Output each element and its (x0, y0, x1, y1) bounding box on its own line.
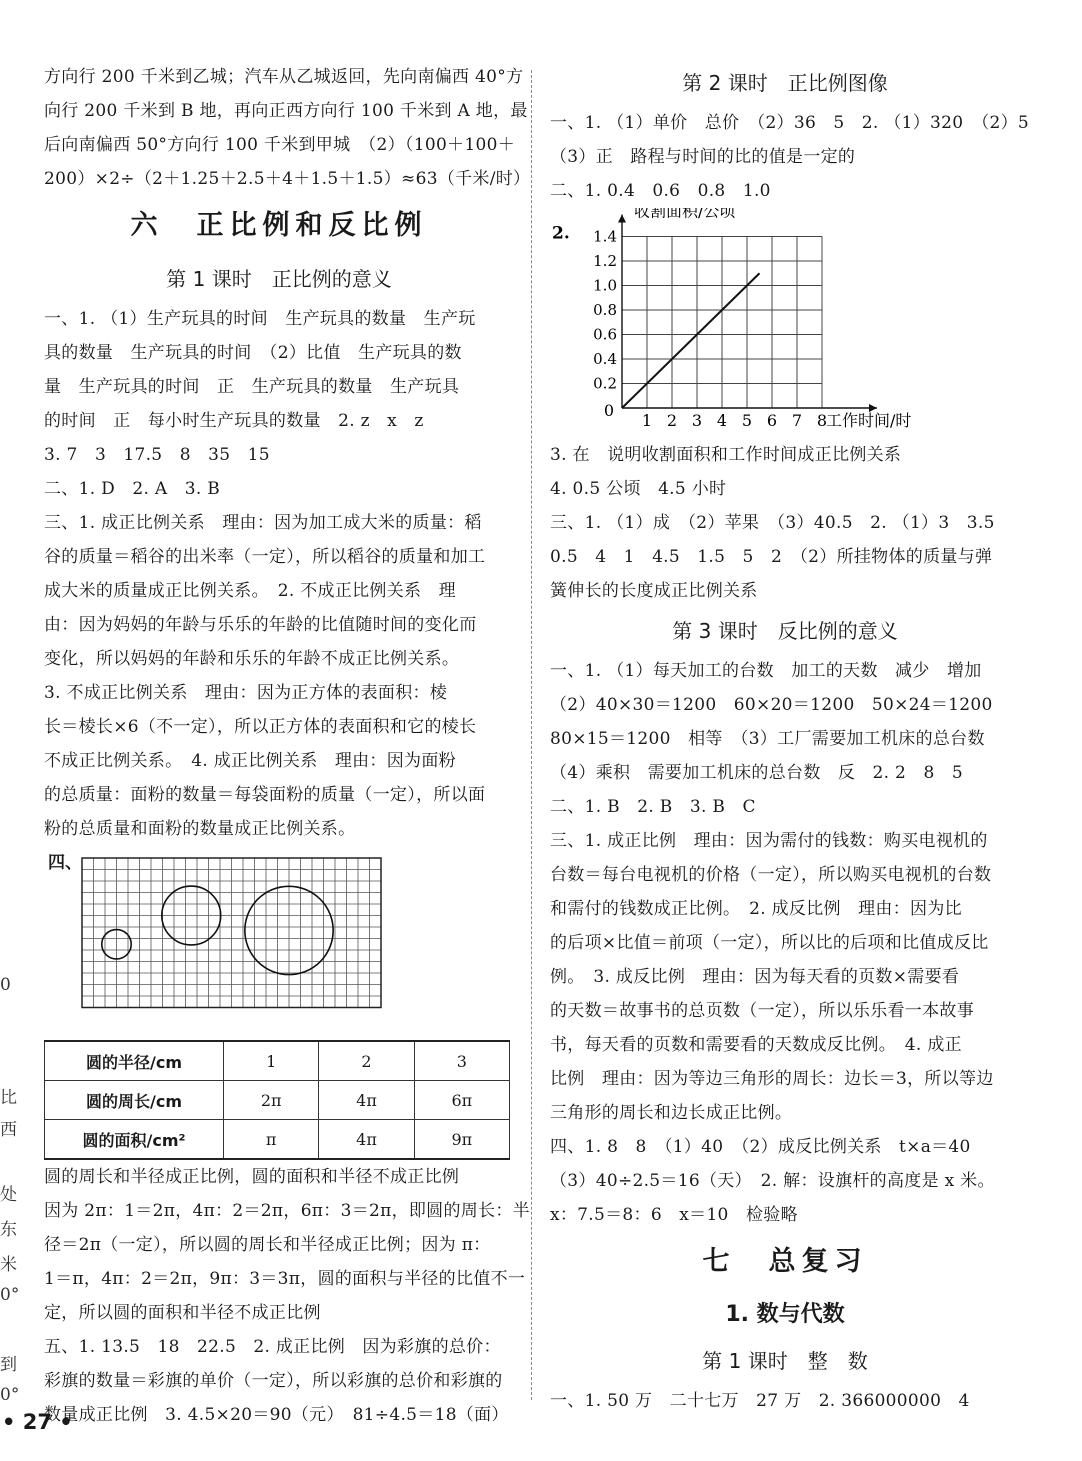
row-header: 圆的半径/cm (45, 1041, 224, 1081)
x-tick-label: 4 (716, 411, 728, 430)
y-tick-label: 0.4 (593, 350, 617, 368)
circle-grid-svg (44, 846, 514, 1036)
text-line: 的时间 正 每小时生产玩具的数量 2. z x z (44, 411, 424, 431)
chart-svg (550, 208, 1020, 438)
x-tick-label: 6 (766, 411, 778, 430)
lesson1-answers (44, 302, 514, 846)
lesson3-answers (550, 654, 1020, 1232)
page-number: • 27 • (2, 1410, 73, 1434)
edge-fragment: 0 (0, 975, 11, 995)
table-row (45, 1041, 510, 1081)
table-cell: π (224, 1120, 319, 1160)
table-cell: 4π (319, 1120, 414, 1160)
text-line: （4）乘积 需要加工机床的总台数 反 2. 2 8 5 (550, 763, 963, 783)
text-line: 1＝π，4π：2＝2π，9π：3＝3π，圆的面积与半径的比值不一 (44, 1269, 526, 1289)
text-line: 不成正比例关系。 4. 成正比例关系 理由：因为面粉 (44, 751, 456, 771)
text-line: （3）40÷2.5＝16（天） 2. 解：设旗杆的高度是 x 米。 (550, 1171, 995, 1191)
text-line: 三、1. 成正比例关系 理由：因为加工成大米的质量：稻 (44, 513, 482, 533)
edge-fragment: 西 (0, 1120, 17, 1140)
table-cell: 9π (414, 1120, 509, 1160)
lesson2-title: 第 2 课时 正比例图像 (682, 71, 888, 95)
text-line: 成大米的质量成正比例关系。 2. 不成正比例关系 理 (44, 581, 456, 601)
x-tick-label: 5 (741, 411, 753, 430)
text-line: 200）×2÷（2＋1.25＋2.5＋4＋1.5＋1.5）≈63（千米/时） (44, 169, 531, 189)
table-cell: 2 (319, 1041, 414, 1081)
edge-fragment: 0° (0, 1385, 20, 1405)
edge-fragment: 米 (0, 1255, 17, 1275)
x-tick-label: 2 (666, 411, 678, 430)
series-line (622, 273, 760, 408)
text-line: 台数＝每台电视机的价格（一定），所以购买电视机的台数 (550, 865, 992, 885)
text-line: 方向行 200 千米到乙城；汽车从乙城返回，先向南偏西 40°方 (44, 67, 524, 87)
lesson1-title: 第 1 课时 正比例的意义 (166, 267, 392, 291)
table-cell: 3 (414, 1041, 509, 1081)
text-line: 3. 在 说明收割面积和工作时间成正比例关系 (550, 445, 902, 465)
circle-grid-figure (44, 846, 514, 1036)
x-tick-label: 8 (816, 411, 828, 430)
table-cell: 4π (319, 1081, 414, 1120)
text-line: 量 生产玩具的时间 正 生产玩具的数量 生产玩具 (44, 377, 460, 397)
chapter7-title: 七 总复习 (702, 1246, 868, 1277)
row-header: 圆的周长/cm (45, 1081, 224, 1120)
y-axis-label: 收割面积/公顷 (634, 208, 736, 221)
origin-label: 0 (603, 401, 614, 420)
text-line: 二、1. B 2. B 3. B C (550, 797, 756, 817)
table-cell: 2π (224, 1081, 319, 1120)
text-line: 3. 不成正比例关系 理由：因为正方体的表面积：棱 (44, 683, 448, 703)
text-line: 一、1. （1）单价 总价 （2）36 5 2. （1）320 （2）5 (550, 113, 1030, 133)
text-line: 五、1. 13.5 18 22.5 2. 成正比例 因为彩旗的总价： (44, 1337, 501, 1357)
y-tick-label: 0.2 (593, 374, 617, 393)
text-line: 的总质量：面粉的数量＝每袋面粉的质量（一定），所以面 (44, 785, 486, 805)
text-line: 二、1. 0.4 0.6 0.8 1.0 (550, 181, 771, 201)
text-line: 二、1. D 2. A 3. B (44, 479, 221, 499)
text-line: 因为 2π：1＝2π，4π：2＝2π，6π：3＝2π，即圆的周长：半 (44, 1201, 530, 1221)
text-line: 径＝2π（一定），所以圆的周长和半径成正比例；因为 π： (44, 1235, 491, 1255)
text-line: 变化，所以妈妈的年龄和乐乐的年龄不成正比例关系。 (44, 649, 460, 669)
text-line: 比例 理由：因为等边三角形的周长：边长＝3，所以等边 (550, 1069, 994, 1089)
text-line: 向行 200 千米到 B 地，再向正西方向行 100 千米到 A 地，最 (44, 101, 528, 121)
y-tick-label: 1.2 (593, 252, 617, 270)
left-column (44, 60, 531, 1432)
chart-question-label: 2. (552, 223, 570, 244)
review-answers (550, 1384, 1020, 1418)
text-line: 簧伸长的长度成正比例关系 (550, 581, 758, 601)
table-row (45, 1081, 510, 1120)
text-line: 三、1. （1）成 （2）苹果 （3）40.5 2. （1）3 3.5 (550, 513, 995, 533)
after-table-answers (44, 1160, 530, 1432)
x-tick-label: 3 (691, 411, 703, 430)
y-tick-label: 1.4 (593, 227, 617, 246)
x-tick-label: 1 (641, 411, 653, 430)
grid-label: 四、 (48, 853, 82, 873)
text-line: 3. 7 3 17.5 8 35 15 (44, 445, 270, 465)
text-line: 谷的质量＝稻谷的出米率（一定），所以稻谷的质量和加工 (44, 547, 486, 567)
x-axis-label: 工作时间/时 (826, 411, 912, 430)
x-tick-label: 7 (791, 411, 803, 430)
lesson2-answers (550, 106, 1030, 208)
y-tick-label: 0.6 (593, 325, 617, 344)
edge-fragment: 到 (0, 1355, 17, 1375)
row-header: 圆的面积/cm² (45, 1120, 224, 1160)
proportion-chart (550, 208, 1020, 438)
intro-text (44, 60, 531, 196)
review-lesson-title: 第 1 课时 整 数 (702, 1349, 868, 1373)
text-line: x：7.5＝8：6 x＝10 检验略 (550, 1205, 798, 1225)
text-line: 定，所以圆的面积和半径不成正比例 (44, 1303, 321, 1323)
y-tick-label: 0.8 (593, 301, 617, 319)
lesson2-answers-after-chart (550, 438, 1020, 608)
column-divider (531, 70, 532, 1400)
text-line: 的天数＝故事书的总页数（一定），所以乐乐看一本故事 (550, 1001, 974, 1021)
text-line: 一、1. 50 万 二十七万 27 万 2. 366000000 4 (550, 1391, 970, 1411)
text-line: （3）正 路程与时间的比的值是一定的 (550, 147, 856, 167)
text-line: 书，每天看的页数和需要看的天数成反比例。 4. 成正 (550, 1035, 962, 1055)
text-line: 三、1. 成正比例 理由：因为需付的钱数：购买电视机的 (550, 831, 988, 851)
text-line: 一、1. （1）每天加工的台数 加工的天数 减少 增加 (550, 661, 982, 681)
y-tick-label: 1.0 (593, 276, 617, 295)
table-cell: 1 (224, 1041, 319, 1081)
text-line: 后向南偏西 50°方向行 100 千米到甲城 （2）（100＋100＋ (44, 135, 516, 155)
table-cell: 6π (414, 1081, 509, 1120)
text-line: 0.5 4 1 4.5 1.5 5 2 （2）所挂物体的质量与弹 (550, 547, 993, 567)
edge-fragment: 处 (0, 1185, 17, 1205)
text-line: 四、1. 8 8 （1）40 （2）成反比例关系 t×a＝40 (550, 1137, 971, 1157)
text-line: 粉的总质量和面粉的数量成正比例关系。 (44, 819, 356, 839)
text-line: 三角形的周长和边长成正比例。 (550, 1103, 793, 1123)
right-column (550, 60, 1030, 1418)
text-line: 长＝棱长×6（不一定），所以正方体的表面积和它的棱长 (44, 717, 477, 737)
y-axis-arrow (618, 215, 626, 223)
text-line: 彩旗的数量＝彩旗的单价（一定），所以彩旗的总价和彩旗的 (44, 1371, 503, 1391)
chapter-title: 六 正比例和反比例 (130, 210, 428, 241)
section1-title: 1. 数与代数 (725, 1302, 845, 1327)
text-line: 和需付的钱数成正比例。 2. 成反比例 理由：因为比 (550, 899, 962, 919)
lesson3-title: 第 3 课时 反比例的意义 (672, 619, 898, 643)
text-line: （2）40×30＝1200 60×20＝1200 50×24＝1200 (550, 695, 993, 715)
text-line: 4. 0.5 公顷 4.5 小时 (550, 479, 727, 499)
text-line: 数量成正比例 3. 4.5×20＝90（元） 81÷4.5＝18（面） (44, 1405, 509, 1425)
text-line: 由：因为妈妈的年龄与乐乐的年龄的比值随时间的变化而 (44, 615, 477, 635)
text-line: 具的数量 生产玩具的时间 （2）比值 生产玩具的数 (44, 343, 462, 363)
edge-fragment: 比 (0, 1088, 17, 1108)
text-line: 例。 3. 成反比例 理由：因为每天看的页数×需要看 (550, 967, 960, 987)
edge-fragment: 0° (0, 1285, 20, 1305)
text-line: 80×15＝1200 相等 （3）工厂需要加工机床的总台数 (550, 729, 985, 749)
circle-table (44, 1040, 510, 1160)
text-line: 圆的周长和半径成正比例，圆的面积和半径不成正比例 (44, 1167, 460, 1187)
text-line: 的后项×比值＝前项（一定），所以比的后项和比值成反比 (550, 933, 989, 953)
table-row (45, 1120, 510, 1160)
text-line: 一、1. （1）生产玩具的时间 生产玩具的数量 生产玩 (44, 309, 476, 329)
edge-fragment: 东 (0, 1220, 17, 1240)
